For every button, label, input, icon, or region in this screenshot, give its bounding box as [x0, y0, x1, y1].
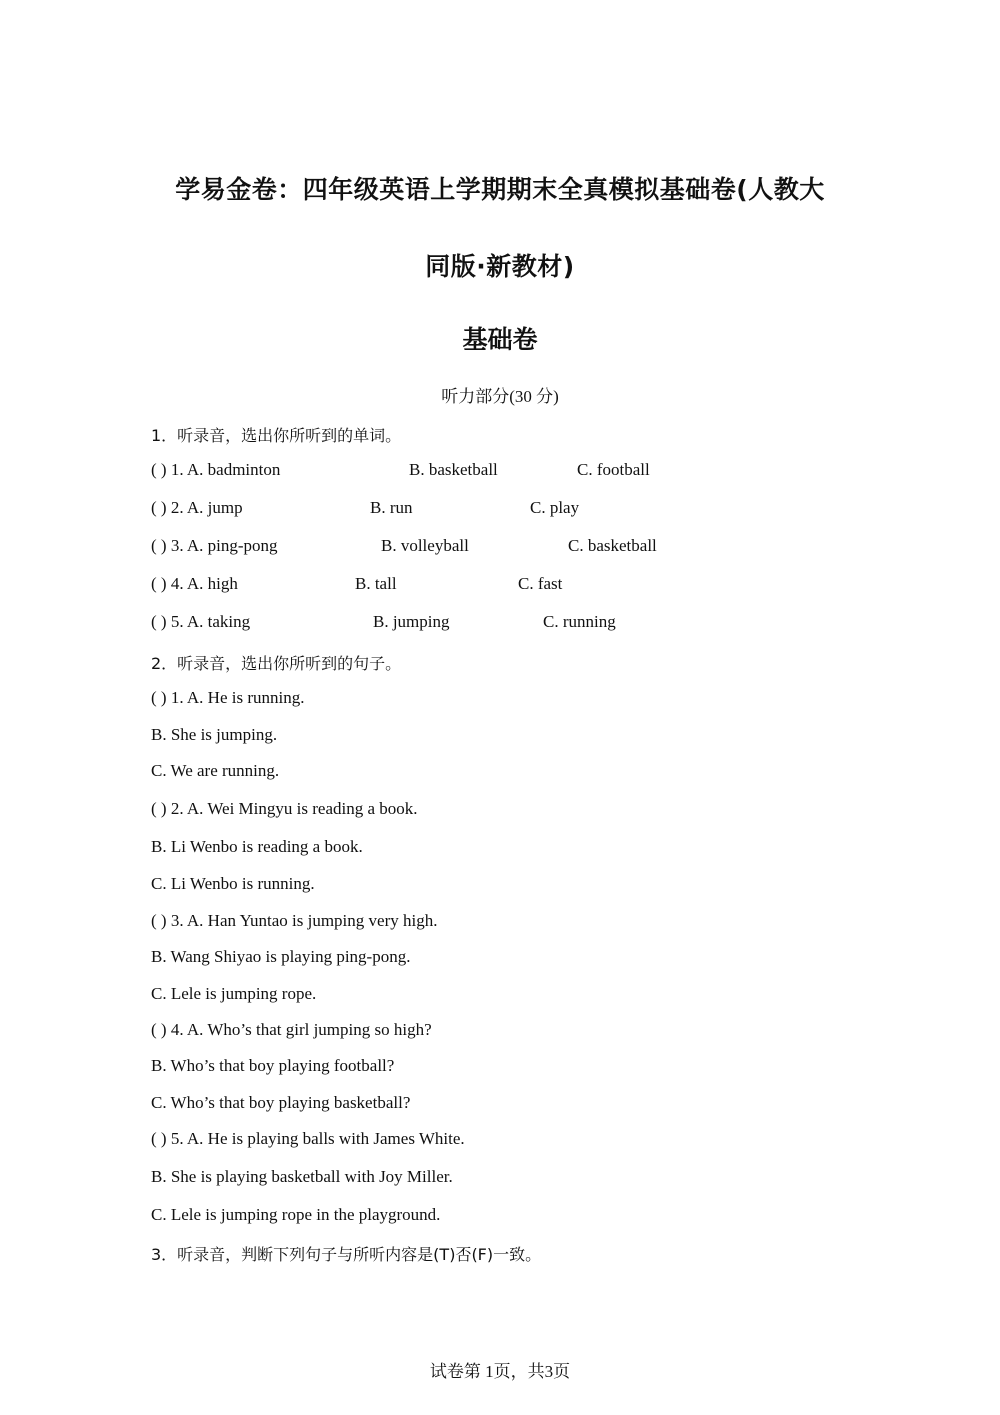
q2-1-c: C. We are running. [151, 761, 280, 780]
part3-heading: 3．听录音，判断下列句子与所听内容是(T)否(F)一致。 [151, 1245, 542, 1264]
doc-title-line-2: 同版·新教材) [425, 252, 575, 281]
q2-1-b: B. She is jumping. [151, 725, 278, 744]
q2-2-a: ( ) 2. A. Wei Mingyu is reading a book. [151, 799, 418, 818]
page-footer: 试卷第 1页，共3页 [429, 1362, 571, 1381]
q1-4-stem: ( ) 4. A. high [151, 574, 238, 593]
q1-3-option-c: C. basketball [568, 536, 657, 555]
q2-4-c: C. Who’s that boy playing basketball? [151, 1093, 411, 1112]
q1-5-stem: ( ) 5. A. taking [151, 612, 251, 631]
q2-5-b: B. She is playing basketball with Joy Miller. [151, 1167, 453, 1186]
q1-1-stem: ( ) 1. A. badminton [151, 460, 281, 479]
q1-5-option-c: C. running [543, 612, 616, 631]
q1-4-option-c: C. fast [518, 574, 563, 593]
part2-heading: 2．听录音，选出你所听到的句子。 [151, 654, 402, 673]
q2-1-a: ( ) 1. A. He is running. [151, 688, 305, 707]
q2-4-b: B. Who’s that boy playing football? [151, 1056, 395, 1075]
doc-title-line-1: 学易金卷：四年级英语上学期期末全真模拟基础卷(人教大 [175, 175, 825, 204]
q1-5-option-b: B. jumping [373, 612, 450, 631]
q2-3-a: ( ) 3. A. Han Yuntao is jumping very high. [151, 911, 438, 930]
section-heading: 听力部分(30 分) [441, 387, 559, 406]
q2-3-c: C. Lele is jumping rope. [151, 984, 317, 1003]
q2-5-a: ( ) 5. A. He is playing balls with James White. [151, 1129, 465, 1148]
doc-subtitle: 基础卷 [462, 325, 538, 354]
q2-2-b: B. Li Wenbo is reading a book. [151, 837, 363, 856]
q1-2-option-b: B. run [370, 498, 413, 517]
q1-2-option-c: C. play [530, 498, 580, 517]
part1-heading: 1．听录音，选出你所听到的单词。 [151, 426, 402, 445]
q1-3-stem: ( ) 3. A. ping-pong [151, 536, 278, 555]
q2-2-c: C. Li Wenbo is running. [151, 874, 315, 893]
q2-5-c: C. Lele is jumping rope in the playground. [151, 1205, 441, 1224]
q1-1-option-c: C. football [577, 460, 650, 479]
q2-3-b: B. Wang Shiyao is playing ping-pong. [151, 947, 411, 966]
q1-1-option-b: B. basketball [409, 460, 498, 479]
q1-4-option-b: B. tall [355, 574, 397, 593]
q1-2-stem: ( ) 2. A. jump [151, 498, 243, 517]
q1-3-option-b: B. volleyball [381, 536, 469, 555]
q2-4-a: ( ) 4. A. Who’s that girl jumping so high? [151, 1020, 432, 1039]
